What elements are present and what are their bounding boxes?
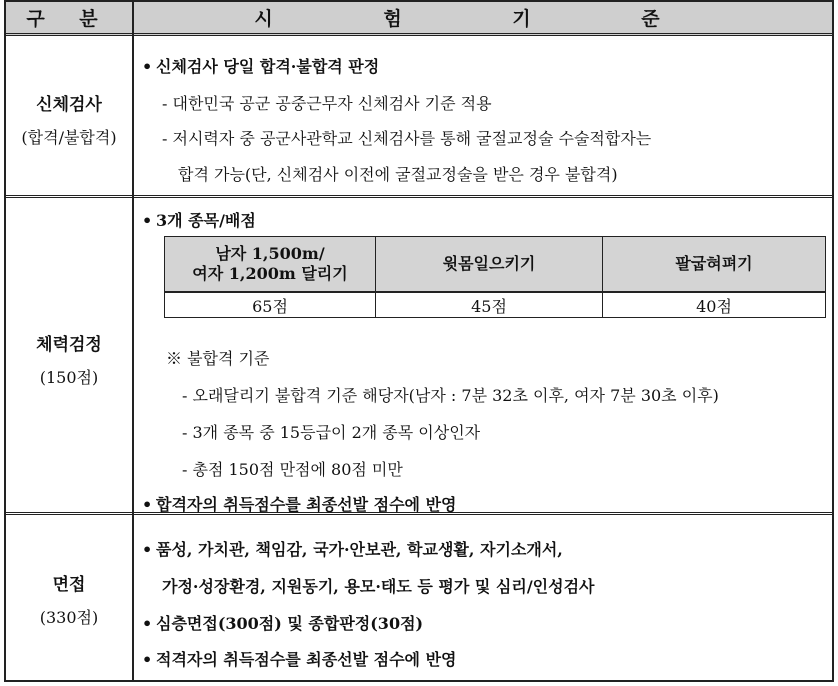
score-situps: 45점 xyxy=(376,292,603,318)
physical-item: - 저시력자 중 공군사관학교 신체검사를 통해 굴절교정술 수술적합자는 xyxy=(162,129,652,148)
event-pushups: 팔굽혀펴기 xyxy=(675,254,753,273)
fitness-bullet-2: • 합격자의 취득점수를 최종선발 점수에 반영 xyxy=(142,492,457,515)
interview-bullet: • 적격자의 취득점수를 최종선발 점수에 반영 xyxy=(142,647,457,670)
category-fitness-name: 체력검정 xyxy=(36,335,102,355)
interview-bullet-cont: 가정·성장환경, 지원동기, 용모·태도 등 평가 및 심리/인성검사 xyxy=(162,577,595,596)
category-interview xyxy=(6,570,132,628)
category-interview-sub: (330점) xyxy=(39,608,99,627)
category-physical xyxy=(6,90,132,148)
column-divider xyxy=(132,2,134,682)
interview-bullet: • 심층면접(300점) 및 종합판정(30점) xyxy=(142,611,423,634)
score-pushups: 40점 xyxy=(603,292,826,318)
category-interview-name: 면접 xyxy=(52,575,86,595)
physical-bullet: • 신체검사 당일 합격·불합격 판정 xyxy=(142,54,379,77)
category-physical-name: 신체검사 xyxy=(36,95,102,115)
fail-item: - 오래달리기 불합격 기준 해당자(남자 : 7분 32초 이후, 여자 7분 30초 이후) xyxy=(182,386,719,405)
event-situps: 윗몸일으키기 xyxy=(442,254,536,273)
header-category: 구 분 xyxy=(26,8,112,30)
score-table-header-row xyxy=(165,237,826,293)
fitness-score-table xyxy=(164,236,826,318)
fitness-bullet: • 3개 종목/배점 xyxy=(142,208,256,231)
fail-item: - 3개 종목 중 15등급이 2개 종목 이상인자 xyxy=(182,423,481,442)
header-criteria: 시 험 기 준 xyxy=(254,8,712,30)
category-fitness-sub: (150점) xyxy=(39,368,99,387)
event-run-line1: 남자 1,500m/ xyxy=(215,244,325,263)
score-table-header xyxy=(376,237,603,293)
score-table-header xyxy=(603,237,826,293)
category-fitness xyxy=(6,330,132,388)
fail-title: ※ 불합격 기준 xyxy=(166,349,270,368)
interview-bullet: • 품성, 가치관, 책임감, 국가·안보관, 학교생활, 자기소개서, xyxy=(142,537,563,560)
score-table-header xyxy=(165,237,376,293)
physical-item: - 대한민국 공군 공중근무자 신체검사 기준 적용 xyxy=(162,94,492,113)
category-physical-sub: (합격/불합격) xyxy=(21,128,117,147)
fail-item: - 총점 150점 만점에 80점 미만 xyxy=(182,460,403,479)
row-divider xyxy=(6,195,832,198)
physical-item: 합격 가능(단, 신체검사 이전에 굴절교정술을 받은 경우 불합격) xyxy=(178,165,618,184)
event-run-line2: 여자 1,200m 달리기 xyxy=(192,264,348,283)
score-run: 65점 xyxy=(165,292,376,318)
score-table-row xyxy=(165,292,826,318)
criteria-table xyxy=(4,0,834,682)
